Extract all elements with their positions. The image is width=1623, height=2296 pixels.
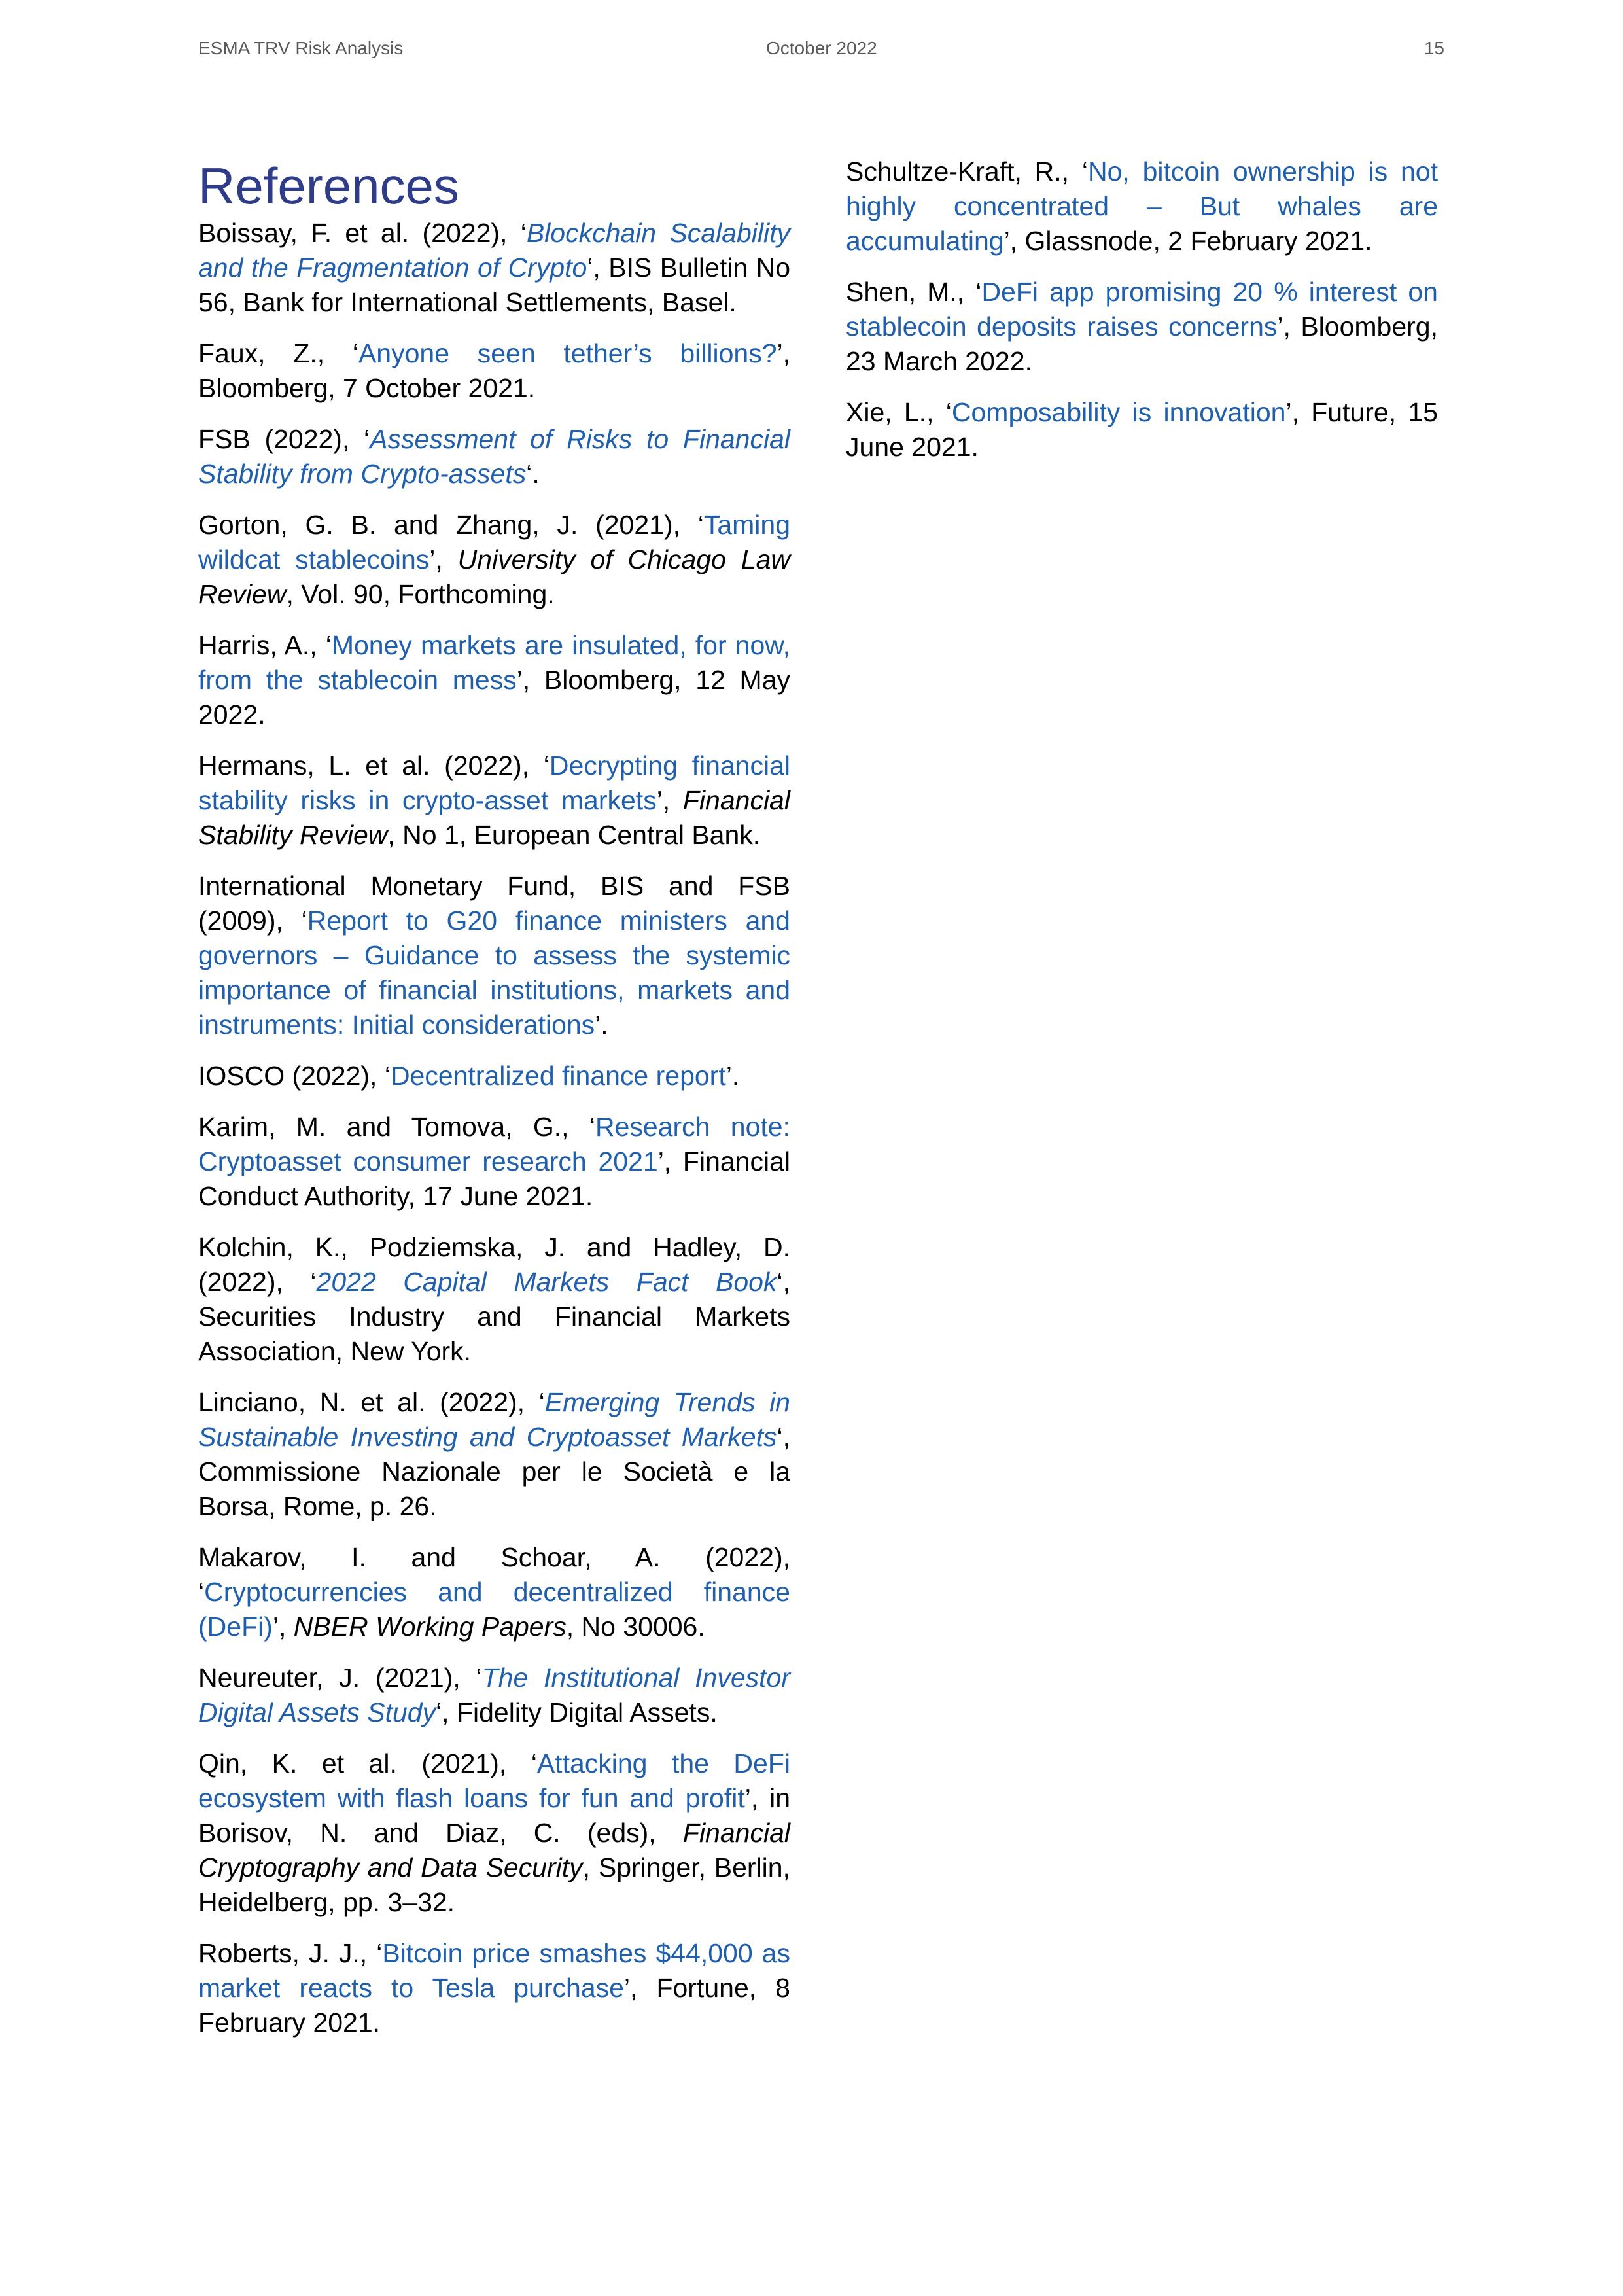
reference-link[interactable]: Composability is innovation <box>951 397 1286 427</box>
reference-qin: Qin, K. et al. (2021), ‘Attacking the DeFi ecosystem with flash loans for fun and profit’, in Borisov, N. and Diaz, C. (eds), Financial Cryptography and Data Security, Springer, Berlin, Heidelberg, pp. 3–32. <box>198 1748 790 1917</box>
reference-link[interactable]: Decentralized finance report <box>390 1061 726 1091</box>
reference-link[interactable]: Attacking the DeFi ecosystem with flash loans for fun and profit <box>198 1748 790 1813</box>
reference-link[interactable]: Research note: Cryptoasset consumer research 2021 <box>198 1112 790 1176</box>
reference-link[interactable]: DeFi app promising 20 % interest on stablecoin deposits raises concerns <box>846 277 1438 342</box>
header-publication: ESMA TRV Risk Analysis <box>198 38 404 58</box>
reference-roberts: Roberts, J. J., ‘Bitcoin price smashes $44,000 as market reacts to Tesla purchase’, Fortune, 8 February 2021. <box>198 1938 790 2038</box>
page-number: 15 <box>1423 38 1444 58</box>
reference-link[interactable]: Blockchain Scalability and the Fragmentation of Crypto <box>198 218 790 283</box>
reference-karim: Karim, M. and Tomova, G., ‘Research note: Cryptoasset consumer research 2021’, Financial Conduct Authority, 17 June 2021. <box>198 1112 790 1211</box>
reference-link[interactable]: Cryptocurrencies and decentralized finance (DeFi) <box>198 1577 790 1642</box>
reference-link[interactable]: Money markets are insulated, for now, from the stablecoin mess <box>198 630 791 695</box>
reference-fsb: FSB (2022), ‘Assessment of Risks to Financial Stability from Crypto-assets‘. <box>198 424 790 489</box>
reference-schultze-kraft: Schultze-Kraft, R., ‘No, bitcoin ownership is not highly concentrated – But whales are accumulating’, Glassnode, 2 February 2021. <box>846 156 1438 256</box>
reference-kolchin: Kolchin, K., Podziemska, J. and Hadley, D. (2022), ‘2022 Capital Markets Fact Book‘, Securities Industry and Financial Markets Association, New York. <box>198 1232 790 1366</box>
reference-link[interactable]: The Institutional Investor Digital Assets Study <box>198 1663 790 1727</box>
reference-link[interactable]: No, bitcoin ownership is not highly concentrated – But whales are accumulating <box>846 156 1438 256</box>
journal-title: NBER Working Papers <box>293 1612 567 1642</box>
reference-hermans: Hermans, L. et al. (2022), ‘Decrypting financial stability risks in crypto-asset markets’, Financial Stability Review, No 1, European Central Bank. <box>198 751 790 850</box>
references-right-column <box>846 154 1438 481</box>
journal-title: University of Chicago Law Review <box>198 544 790 609</box>
reference-xie: Xie, L., ‘Composability is innovation’, Future, 15 June 2021. <box>846 397 1439 462</box>
references-heading: References <box>198 157 459 215</box>
reference-makarov: Makarov, I. and Schoar, A. (2022), ‘Cryptocurrencies and decentralized finance (DeFi)’, NBER Working Papers, No 30006. <box>198 1542 790 1642</box>
header-date: October 2022 <box>766 38 877 58</box>
reference-link[interactable]: Decrypting financial stability risks in crypto-asset markets <box>198 751 790 815</box>
reference-link[interactable]: 2022 Capital Markets Fact Book <box>316 1267 777 1297</box>
reference-link[interactable]: Emerging Trends in Sustainable Investing and Cryptoasset Markets <box>198 1387 790 1452</box>
reference-link[interactable]: Report to G20 finance ministers and governors – Guidance to assess the systemic importance of financial institutions, markets and instruments: Initial considerations <box>198 906 790 1040</box>
journal-title: Financial Stability Review <box>198 785 790 850</box>
reference-neureuter: Neureuter, J. (2021), ‘The Institutional Investor Digital Assets Study‘, Fidelity Digital Assets. <box>198 1663 790 1727</box>
reference-linciano: Linciano, N. et al. (2022), ‘Emerging Trends in Sustainable Investing and Cryptoasset Markets‘, Commissione Nazionale per le Società e la Borsa, Rome, p. 26. <box>198 1387 790 1521</box>
references-left-column <box>198 154 790 2057</box>
reference-boissay: Boissay, F. et al. (2022), ‘Blockchain Scalability and the Fragmentation of Crypto‘, BIS Bulletin No 56, Bank for International Settlements, Basel. <box>198 218 791 317</box>
reference-imf: International Monetary Fund, BIS and FSB (2009), ‘Report to G20 finance ministers and governors – Guidance to assess the systemic importance of financial institutions, markets and instruments: Initial considerations’. <box>198 871 790 1040</box>
journal-title: Financial Cryptography and Data Security <box>198 1818 790 1882</box>
reference-link[interactable]: Taming wildcat stablecoins <box>198 510 790 574</box>
reference-faux: Faux, Z., ‘Anyone seen tether’s billions?’, Bloomberg, 7 October 2021. <box>198 338 790 403</box>
page-header <box>198 38 1444 64</box>
reference-link[interactable]: Assessment of Risks to Financial Stability from Crypto-assets <box>198 424 790 489</box>
reference-harris: Harris, A., ‘Money markets are insulated, for now, from the stablecoin mess’, Bloomberg, 12 May 2022. <box>198 630 791 730</box>
reference-iosco: IOSCO (2022), ‘Decentralized finance report’. <box>198 1061 740 1091</box>
reference-gorton: Gorton, G. B. and Zhang, J. (2021), ‘Taming wildcat stablecoins’, University of Chicago Law Review, Vol. 90, Forthcoming. <box>198 510 790 609</box>
reference-link[interactable]: Bitcoin price smashes $44,000 as market reacts to Tesla purchase <box>198 1938 790 2003</box>
reference-link[interactable]: Anyone seen tether’s billions? <box>358 338 777 368</box>
reference-shen: Shen, M., ‘DeFi app promising 20 % interest on stablecoin deposits raises concerns’, Bloomberg, 23 March 2022. <box>846 277 1438 376</box>
